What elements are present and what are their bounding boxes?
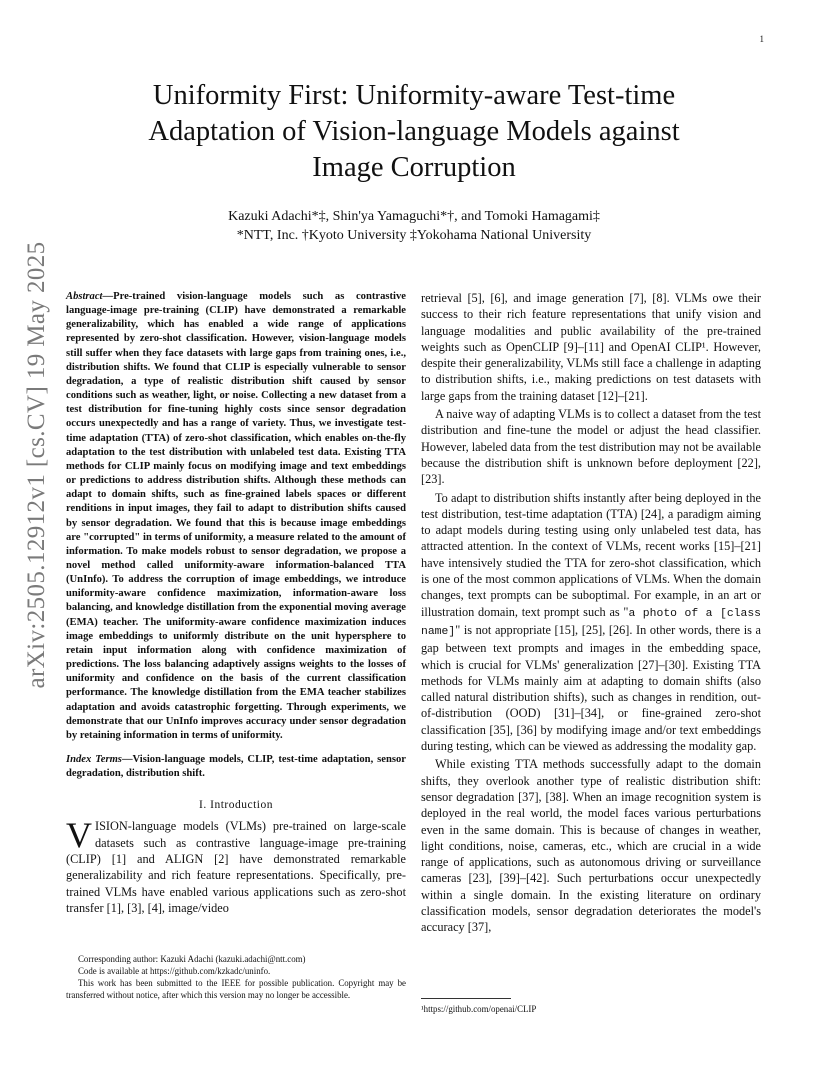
author-block [64,207,764,245]
left-column [66,290,406,916]
right-paragraph-1: retrieval [5], [6], and image generation [7], [8]. VLMs owe their success to their rich feature representations that unify vision and language modalities and public availability of the pre-trained weights such as OpenCLIP [9]–[11] and OpenAI CLIP¹. However, despite their generalizability, VLMs still face a challenge in adapting to distribution shifts, i.e., making predictions on test datasets with large gaps from the training dataset [12]–[21]. [421,291,761,403]
right-paragraph-2: A naive way of adapting VLMs is to collect a dataset from the test distribution and fine-tune the model or adjust the head classifier. However, labeled data from the test distribution may not be available because the distribution shift is unknown before deployment [22], [23]. [421,407,761,487]
right-column [421,290,761,936]
paper-title [64,78,764,186]
prompt-template: a photo of a [class name] [421,607,762,638]
abstract-text: —Pre-trained vision-language models such as contrastive language-image pre-training (CLIP) have demonstrated a remarkable generalizability, which has enabled a wide range of applications represented by zero-shot classification. However, vision-language models still suffer when they face datasets with large gaps from training ones, i.e., distribution shifts. We found that CLIP is especially vulnerable to sensor degradation, a type of realistic distribution shift caused by sensor conditions such as weather, light, or noise. Collecting a new dataset from a test distribution for fine-tuning highly costs since sensor degradation occurs unexpectedly and has a range of variety. Thus, we investigate test-time adaptation (TTA) of zero-shot classification, which enables on-the-fly adaptation to the test distribution with unlabeled test data. Existing TTA methods for CLIP mainly focus on modifying image and text embeddings or predictions to address distribution shifts. Although these methods can adapt to domain shifts, such as fine-grained labels spaces or different renditions in input images, they fail to adapt to distribution shifts caused by sensor degradation. We found that this is because image embeddings are "corrupted" in terms of uniformity, a measure related to the amount of information. To make models robust to sensor degradation, we propose a novel method called uniformity-aware information-balanced TTA (UnInfo). To address the corruption of image embeddings, we introduce uniformity-aware confidence maximization, information-aware loss balancing, and knowledge distillation from the exponential moving average (EMA) teacher. The uniformity-aware confidence maximization induces image embeddings to uniformly distribute on the unit hypersphere to retain input information along with confidence maximization of predictions. The loss balancing adaptively assigns weights to the losses of uniformity and confidence on the basis of the current classification performance. The knowledge distillation from the EMA teacher stabilizes adaptation and avoids catastrophic forgetting. Through experiments, we demonstrate that our UnInfo improves accuracy under sensor degradation by retaining information in terms of uniformity. [66,291,406,741]
intro-paragraph-text: ISION-language models (VLMs) pre-trained on large-scale datasets such as contrastive language-image pre-training (CLIP) [1] and ALIGN [2] have demonstrated remarkable generalizability and rich feature representations. Specifically, pre-trained VLMs have enabled various applications such as zero-shot transfer [1], [3], [4], image/video [66,819,406,915]
drop-cap: V [66,815,92,856]
abstract [66,290,406,743]
abstract-label: Abstract [66,291,103,302]
footnote-rule [421,998,511,999]
footnotes-right [421,998,761,1015]
affiliations-line: *NTT, Inc. †Kyoto University ‡Yokohama National University [236,228,592,243]
title-line-1: Uniformity First: Uniformity-aware Test-time [152,80,676,111]
right-paragraph-3-part-a: To adapt to distribution shifts instantly after being deployed in the test distribution, test-time adaptation (TTA) [24], a paradigm aiming to adapt models during testing using only unlabeled test data, has attracted attention. In the context of VLMs, recent works [15]–[21] have intensively studied the TTA for zero-shot classification, which is one of the most common applications of VLMs. When the domain changes, text prompts can be suboptimal. For example, in an art or illustration domain, text prompt such as " [421,490,761,619]
footnote-ieee: This work has been submitted to the IEEE for possible publication. Copyright may be transferred without notice, after which this version may no longer be accessible. [66,978,406,1000]
footnote-corresponding-author: Corresponding author: Kazuki Adachi (kazuki.adachi@ntt.com) [78,954,306,964]
section-heading: I. Introduction [199,799,273,812]
footnote-code: Code is available at https://github.com/kzkadc/uninfo. [78,966,271,976]
title-line-2: Adaptation of Vision-language Models against [148,116,680,147]
index-terms-label: Index Terms [66,754,122,765]
index-terms-text: —Vision-language models, CLIP, test-time adaptation, sensor degradation, distribution shift. [66,754,406,780]
title-line-3: Image Corruption [312,152,516,183]
footnote-clip-url: ¹https://github.com/openai/CLIP [421,1004,537,1014]
page-number: 1 [759,34,764,44]
authors-line: Kazuki Adachi*‡, Shin'ya Yamaguchi*†, and Tomoki Hamagami‡ [228,209,600,224]
arxiv-id: arXiv:2505.12912v1 [cs.CV] 19 May 2025 [23,241,50,689]
right-paragraph-3-part-b: " is not appropriate [15], [25], [26]. In other words, there is a gap between text prompts and images in the embedding space, which is crucial for VLMs' generalization [27]–[30]. Existing TTA methods for VLMs mainly aim at adapting to domain shifts (also called natural distribution shifts), such as changes in rendition, out-of-distribution (OOD) [31]–[34], or fine-grained zero-shot classification [35], [36] by modifying image and/or text embeddings during testing, which can be viewed as addressing the modality gap. [421,622,761,754]
right-paragraph-4: While existing TTA methods successfully adapt to the domain shifts, they overlook another type of realistic distribution shift: sensor degradation [37], [38]. When an image recognition system is deployed in the real world, the model faces various perturbations even in the same domain. This is because of changes in weather, light conditions, noise, cameras, etc., which are crucial in a wide range of applications, such as autonomous driving or surveillance cameras [23], [39]–[42]. Such perturbations occur unexpectedly within a single domain. In the existing literature on ordinary classification models, sensor degradation deteriorates the model's accuracy [37], [421,757,761,935]
index-terms [66,753,406,781]
footnotes-left [66,953,406,1001]
arxiv-watermark [22,241,52,689]
right-paragraph-3 [421,490,761,755]
intro-paragraph [66,815,406,916]
